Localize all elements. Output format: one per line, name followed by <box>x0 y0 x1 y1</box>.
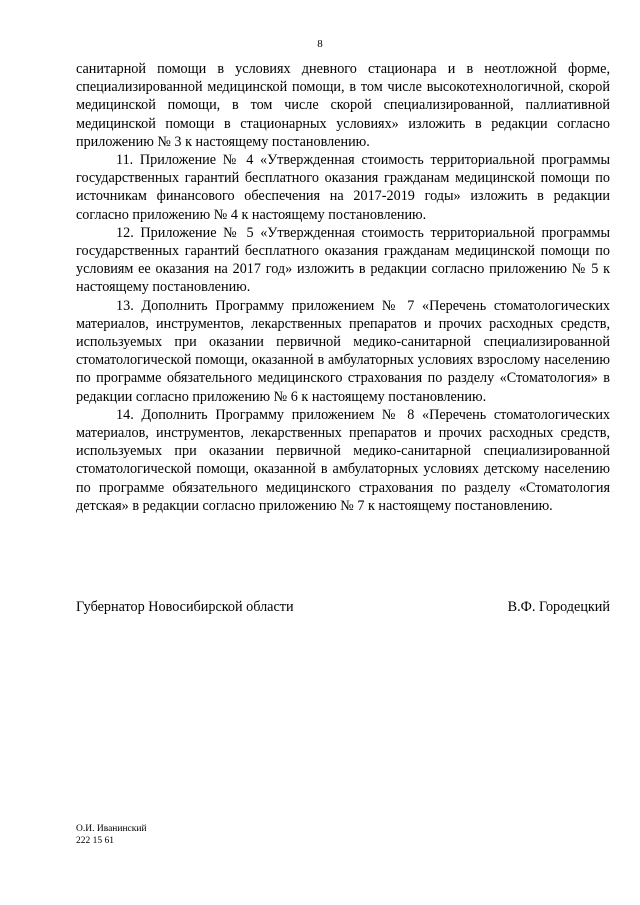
executor-name: О.И. Иванинский <box>76 824 147 834</box>
paragraph-continuation: санитарной помощи в условиях дневного стационара и в неотложной форме, специализированной медицинской помощи, в том числе высокотехнологичной, скорой медицинской помощи, в том числе скорой специализированной, паллиативной медицинской помощи в стационарных условиях» изложить в редакции согласно приложению № 3 к настоящему постановлению. <box>76 61 610 150</box>
paragraph-item-12: 12. Приложение № 5 «Утвержденная стоимость территориальной программы государственных гарантий бесплатного оказания гражданам медицинской помощи по условиям ее оказания на 2017 год» изложить в редакции согласно приложению № 5 к настоящему постановлению. <box>76 224 610 296</box>
page-number: 8 <box>317 38 323 50</box>
paragraph-item-11: 11. Приложение № 4 «Утвержденная стоимость территориальной программы государственных гарантий бесплатного оказания гражданам медицинской помощи по источникам финансового обеспечения на 2017-2019 годы» изложить в редакции согласно приложению № 4 к настоящему постановлению. <box>76 152 610 223</box>
document-body <box>76 60 610 515</box>
executor-block <box>76 824 147 847</box>
paragraph-item-14: 14. Дополнить Программу приложением № 8 «Перечень стоматологических материалов, инструментов, лекарственных препаратов и прочих расходных средств, используемых при оказании первичной медико-санитарной специализированной стоматологической помощи, оказанной в амбулаторных условиях детскому населению по программе обязательного медицинского страхования по разделу «Стоматология детская» в редакции согласно приложению № 7 к настоящему постановлению. <box>76 406 610 514</box>
signatory-title: Губернатор Новосибирской области <box>76 599 294 615</box>
paragraph-item-13: 13. Дополнить Программу приложением № 7 «Перечень стоматологических материалов, инструментов, лекарственных препаратов и прочих расходных средств, используемых при оказании первичной медико-санитарной специализированной стоматологической помощи, оказанной в амбулаторных условиях взрослому населению по программе обязательного медицинского страхования по разделу «Стоматология» в редакции согласно приложению № 6 к настоящему постановлению. <box>76 297 610 405</box>
executor-phone: 222 15 61 <box>76 835 114 846</box>
signatory-name: В.Ф. Городецкий <box>507 599 610 615</box>
